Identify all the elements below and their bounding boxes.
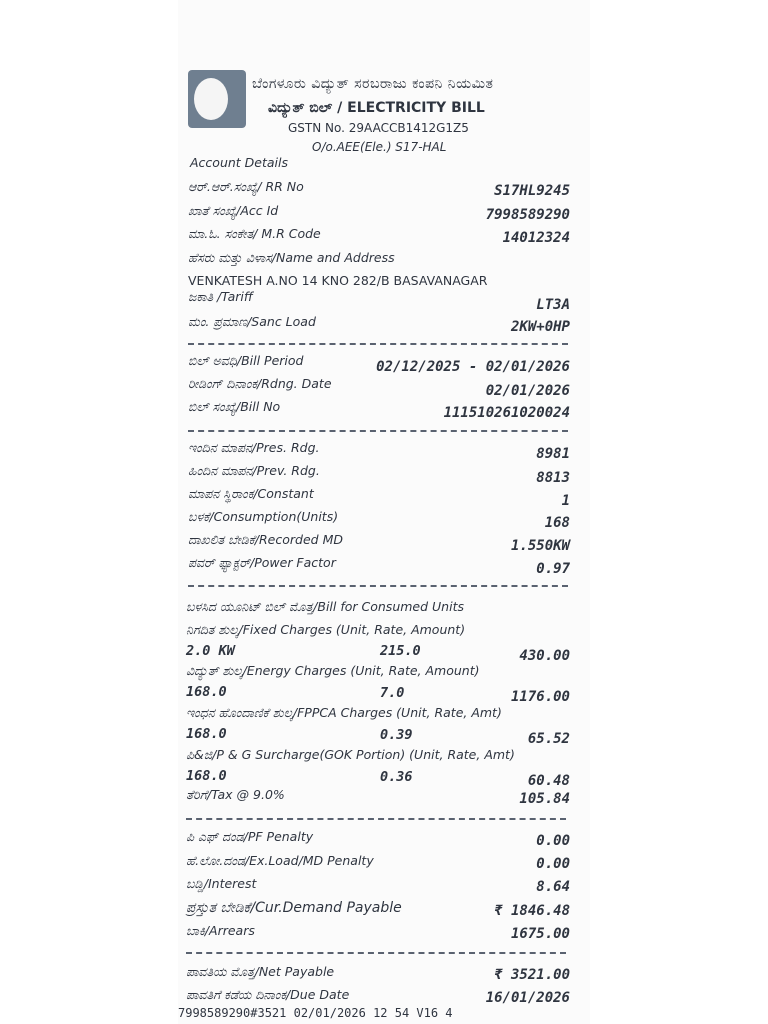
logo-emblem	[194, 78, 228, 120]
receipt-footer: 7998589290#3521 02/01/2026 12 54 V16 4	[178, 1006, 453, 1020]
pf-penalty-label: ಪಿ ಎಫ್ ದಂಡ/PF Penalty	[186, 829, 314, 844]
name-address-label: ಹೆಸರು ಮತ್ತು ವಿಳಾಸ/Name and Address	[188, 250, 395, 265]
current-demand-value: ₹ 1846.48	[494, 903, 570, 919]
fppca-unit: 168.0	[186, 726, 227, 742]
tax-amount: 105.84	[519, 791, 570, 807]
pg-surcharge-label: ಪಿ&ಜಿ/P & G Surcharge(GOK Portion) (Unit, Rate, Amt)	[186, 747, 515, 762]
power-factor-value: 0.97	[536, 561, 570, 577]
sanc-load-value: 2KW+0HP	[510, 319, 570, 335]
due-date-label: ಪಾವತಿಗೆ ಕಡೆಯ ದಿನಾಂಕ/Due Date	[186, 987, 350, 1002]
pg-rate: 0.36	[380, 769, 413, 785]
tariff-value: LT3A	[536, 297, 570, 313]
pf-penalty-value: 0.00	[536, 833, 570, 849]
net-payable-value: ₹ 3521.00	[494, 967, 570, 983]
interest-value: 8.64	[536, 879, 570, 895]
energy-charges-label: ವಿದ್ಯುತ್ ಶುಲ್ಕ/Energy Charges (Unit, Rate, Amount)	[186, 663, 480, 678]
interest-label: ಬಡ್ಡಿ/Interest	[186, 876, 257, 891]
mr-code-label: ಮಾ.ಓ. ಸಂಕೇತ/ M.R Code	[188, 226, 321, 241]
rr-no-label: ಆರ್.ಆರ್.ಸಂಖ್ಯೆ/ RR No	[188, 179, 304, 194]
power-factor-label: ಪವರ್ ಫ್ಯಾಕ್ಟರ್/Power Factor	[188, 555, 336, 570]
ex-load-penalty-value: 0.00	[536, 856, 570, 872]
acc-id-value: 7998589290	[485, 207, 570, 223]
office-name: O/o.AEE(Ele.) S17-HAL	[312, 140, 447, 154]
fixed-charges-label: ನಿಗದಿತ ಶುಲ್ಕ/Fixed Charges (Unit, Rate, Amount)	[186, 622, 466, 637]
energy-rate: 7.0	[380, 685, 405, 701]
fixed-rate: 215.0	[380, 643, 421, 659]
divider	[188, 430, 568, 432]
bill-title: ವಿದ್ಯುತ್ ಬಿಲ್ / ELECTRICITY BILL	[268, 100, 485, 116]
bill-header	[188, 70, 588, 160]
fppca-amount: 65.52	[527, 731, 570, 747]
bill-no-value: 111510261020024	[443, 405, 570, 421]
net-payable-label: ಪಾವತಿಯ ಮೊತ್ತ/Net Payable	[186, 964, 335, 979]
company-name: ಬೆಂಗಳೂರು ವಿದ್ಯುತ್ ಸರಬರಾಜು ಕಂಪನಿ ನಿಯಮಿತ	[252, 76, 494, 92]
consumed-units-heading: ಬಳಸಿದ ಯೂನಿಟ್ ಬಿಲ್ ಮೊತ್ತ/Bill for Consumed Units	[186, 599, 464, 614]
previous-reading-value: 8813	[536, 470, 570, 486]
ex-load-penalty-label: ಹೆ.ಲೋ.ದಂಡ/Ex.Load/MD Penalty	[186, 853, 374, 868]
account-details-heading: Account Details	[190, 155, 288, 170]
previous-reading-label: ಹಿಂದಿನ ಮಾಪನ/Prev. Rdg.	[188, 463, 320, 478]
sanc-load-label: ಮಂ. ಪ್ರಮಾಣ/Sanc Load	[188, 314, 316, 329]
bill-period-value: 02/12/2025 - 02/01/2026	[376, 359, 570, 375]
consumption-value: 168	[544, 515, 570, 531]
current-demand-label: ಪ್ರಸ್ತುತ ಬೇಡಿಕೆ/Cur.Demand Payable	[186, 900, 402, 916]
divider	[188, 585, 568, 587]
present-reading-label: ಇಂದಿನ ಮಾಪನ/Pres. Rdg.	[188, 440, 320, 455]
constant-label: ಮಾಪನ ಸ್ಥಿರಾಂಕ/Constant	[188, 486, 314, 501]
due-date-value: 16/01/2026	[485, 990, 570, 1006]
name-address-value: VENKATESH A.NO 14 KNO 282/B BASAVANAGAR	[188, 273, 488, 288]
reading-date-label: ರೀಡಿಂಗ್ ದಿನಾಂಕ/Rdng. Date	[188, 376, 332, 391]
pg-unit: 168.0	[186, 768, 227, 784]
bill-period-label: ಬಿಲ್ ಅವಧಿ/Bill Period	[188, 353, 304, 368]
recorded-md-label: ದಾಖಲಿತ ಬೇಡಿಕೆ/Recorded MD	[188, 532, 343, 547]
arrears-label: ಬಾಕಿ/Arrears	[186, 923, 255, 938]
rr-no-value: S17HL9245	[494, 183, 570, 199]
tariff-label: ಜಕಾತಿ /Tariff	[188, 289, 253, 304]
fixed-amount: 430.00	[519, 648, 570, 664]
bescom-logo	[188, 70, 246, 128]
energy-amount: 1176.00	[510, 689, 570, 705]
divider	[186, 818, 566, 820]
mr-code-value: 14012324	[502, 230, 570, 246]
recorded-md-value: 1.550KW	[510, 538, 570, 554]
divider	[186, 952, 566, 954]
arrears-value: 1675.00	[510, 926, 570, 942]
energy-unit: 168.0	[186, 684, 227, 700]
fppca-charges-label: ಇಂಧನ ಹೊಂದಾಣಿಕೆ ಶುಲ್ಕ/FPPCA Charges (Unit, Rate, Amt)	[186, 705, 502, 720]
pg-amount: 60.48	[527, 773, 570, 789]
fixed-unit: 2.0 KW	[186, 643, 235, 659]
reading-date-value: 02/01/2026	[485, 383, 570, 399]
bill-no-label: ಬಿಲ್ ಸಂಖ್ಯೆ/Bill No	[188, 399, 281, 414]
constant-value: 1	[561, 493, 570, 509]
acc-id-label: ಖಾತೆ ಸಂಖ್ಯೆ/Acc Id	[188, 203, 279, 218]
tax-label: ತೆರಿಗೆ/Tax @ 9.0%	[186, 787, 285, 802]
gstin: GSTN No. 29AACCB1412G1Z5	[288, 121, 469, 135]
fppca-rate: 0.39	[380, 727, 413, 743]
present-reading-value: 8981	[536, 446, 570, 462]
consumption-label: ಬಳಕೆ/Consumption(Units)	[188, 509, 339, 524]
divider	[188, 343, 568, 345]
